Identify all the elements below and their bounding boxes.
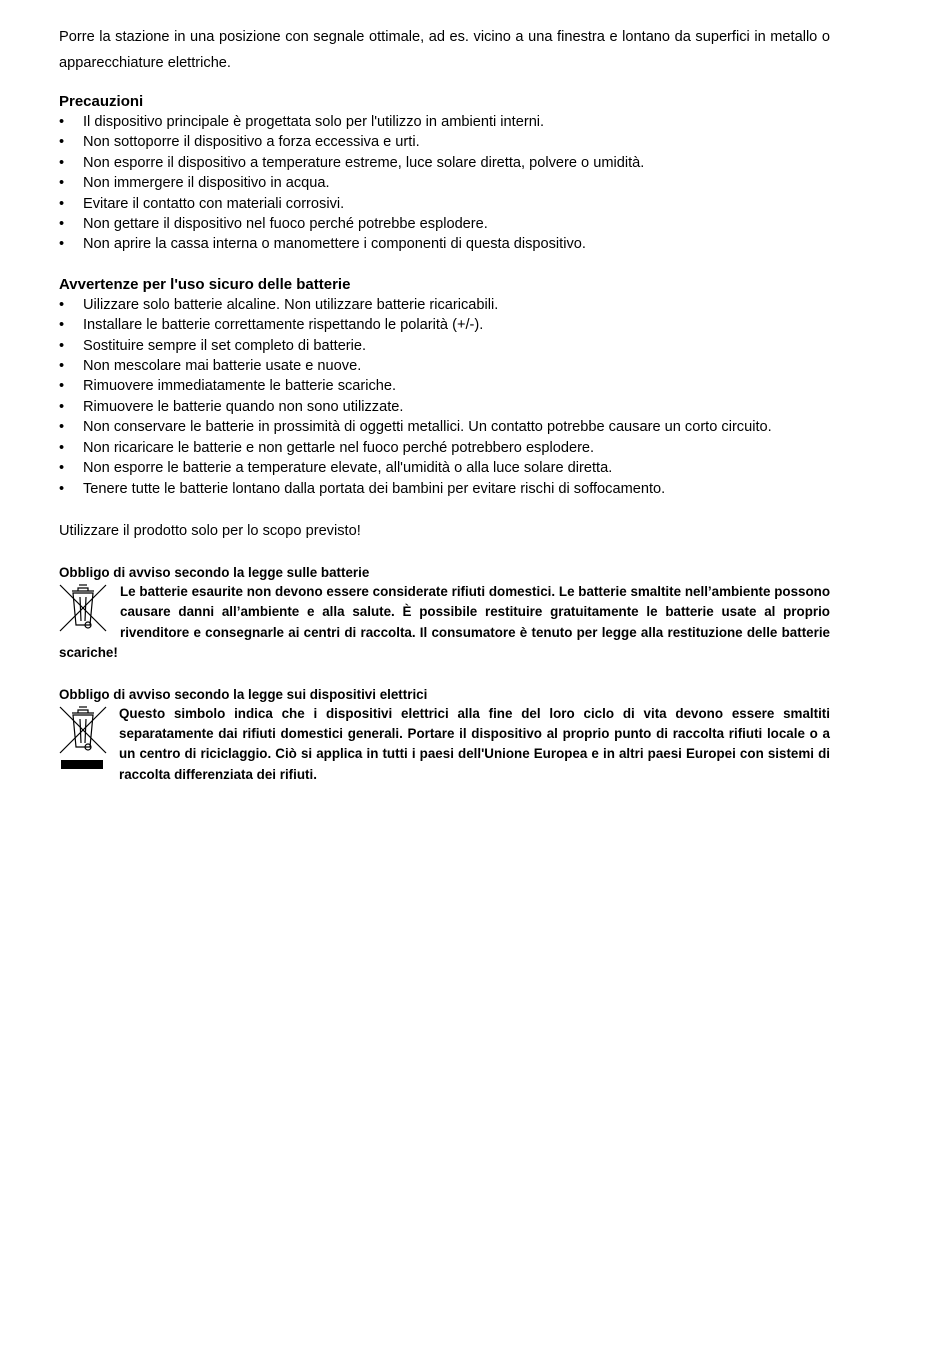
list-item: • Non esporre il dispositivo a temperature estreme, luce solare diretta, polvere o umidità. bbox=[59, 153, 830, 173]
weee-bin-icon bbox=[59, 704, 107, 770]
list-item: • Sostituire sempre il set completo di batterie. bbox=[59, 336, 830, 356]
intro-paragraph: Porre la stazione in una posizione con segnale ottimale, ad es. vicino a una finestra e lontano da superfici in metallo o apparecchiature elettriche. bbox=[59, 29, 830, 71]
battery-law-section bbox=[59, 563, 830, 664]
document-page bbox=[59, 24, 830, 785]
list-item: • Uilizzare solo batterie alcaline. Non utilizzare batterie ricaricabili. bbox=[59, 295, 830, 315]
crossed-out-bin-icon bbox=[59, 582, 107, 634]
electrical-law-section bbox=[59, 685, 830, 786]
battery-warnings-list bbox=[59, 295, 830, 499]
list-item: • Non immergere il dispositivo in acqua. bbox=[59, 173, 830, 193]
list-item: • Rimuovere le batterie quando non sono utilizzate. bbox=[59, 397, 830, 417]
list-item: • Non mescolare mai batterie usate e nuove. bbox=[59, 356, 830, 376]
list-item: • Rimuovere immediatamente le batterie scariche. bbox=[59, 376, 830, 396]
battery-warnings-heading: Avvertenze per l'uso sicuro delle batterie bbox=[59, 275, 351, 293]
battery-law-heading: Obbligo di avviso secondo la legge sulle batterie bbox=[59, 564, 370, 580]
electrical-law-heading: Obbligo di avviso secondo la legge sui dispositivi elettrici bbox=[59, 686, 428, 702]
battery-warnings-section bbox=[59, 275, 830, 499]
list-item: • Non sottoporre il dispositivo a forza eccessiva e urti. bbox=[59, 132, 830, 152]
list-item: • Il dispositivo principale è progettata solo per l'utilizzo in ambienti interni. bbox=[59, 112, 830, 132]
electrical-law-text: Questo simbolo indica che i dispositivi elettrici alla fine del loro ciclo di vita devono essere smaltiti separatamente dai rifiuti domestici generali. Portare il dispositivo al proprio punto di raccolta rifiuti locale o a un centro di riciclaggio. Ciò si applica in tutti i paesi dell'Unione Europea e in altri paesi Europei con sistemi di raccolta differenziata dei rifiuti. bbox=[119, 705, 830, 782]
list-item: • Evitare il contatto con materiali corrosivi. bbox=[59, 194, 830, 214]
usage-note: Utilizzare il prodotto solo per lo scopo previsto! bbox=[59, 522, 361, 539]
battery-law-text: Le batterie esaurite non devono essere considerate rifiuti domestici. Le batterie smaltite nell’ambiente possono causare danni all’ambiente e alla salute. È possibile restituire gratuitamente le batterie usate al proprio rivenditore e consegnarle ai centri di raccolta. Il consumatore è tenuto per legge alla restituzione delle batterie scariche! bbox=[59, 583, 830, 661]
list-item: • Installare le batterie correttamente rispettando le polarità (+/-). bbox=[59, 315, 830, 335]
list-item: • Non esporre le batterie a temperature elevate, all'umidità o alla luce solare diretta. bbox=[59, 458, 830, 478]
list-item: • Non conservare le batterie in prossimità di oggetti metallici. Un contatto potrebbe causare un corto circuito. bbox=[59, 417, 830, 437]
list-item: • Tenere tutte le batterie lontano dalla portata dei bambini per evitare rischi di soffocamento. bbox=[59, 479, 830, 499]
list-item: • Non aprire la cassa interna o manomettere i componenti di questa dispositivo. bbox=[59, 234, 830, 254]
list-item: • Non ricaricare le batterie e non gettarle nel fuoco perché potrebbero esplodere. bbox=[59, 438, 830, 458]
precautions-heading: Precauzioni bbox=[59, 93, 144, 110]
list-item: • Non gettare il dispositivo nel fuoco perché potrebbe esplodere. bbox=[59, 214, 830, 234]
precautions-section bbox=[59, 92, 830, 255]
precautions-list bbox=[59, 112, 830, 255]
